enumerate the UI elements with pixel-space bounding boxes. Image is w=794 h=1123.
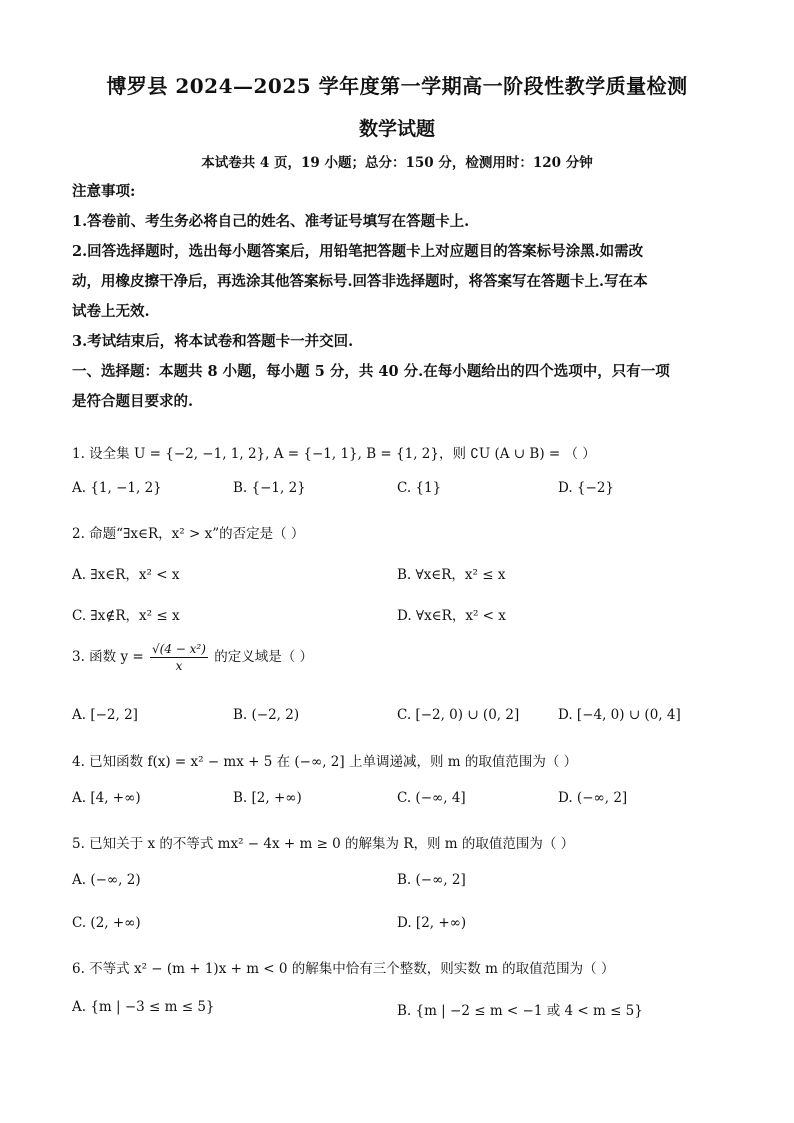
- notice-heading: 注意事项:: [72, 183, 136, 200]
- question-5-stem: 5. 已知关于 x 的不等式 mx² − 4x + m ≥ 0 的解集为 R，则 m 的取值范围为（ ）: [72, 836, 575, 852]
- question-3-option-d: D. [−4, 0) ∪ (0, 4]: [558, 707, 681, 723]
- question-2-option-a: A. ∃x∈R，x² < x: [72, 567, 180, 583]
- question-3-fraction-numerator: √(4 − x²): [152, 642, 206, 656]
- question-3-fraction-denominator: x: [175, 659, 183, 673]
- question-1-option-a: A. {1, −1, 2}: [72, 480, 162, 496]
- question-1-option-b: B. {−1, 2}: [233, 480, 306, 496]
- notice-item-3: 3.考试结束后，将本试卷和答题卡一并交回.: [72, 333, 354, 350]
- question-6-option-b: B. {m | −2 ≤ m < −1 或 4 < m ≤ 5}: [397, 1003, 643, 1019]
- question-4-option-c: C. (−∞, 4]: [397, 790, 466, 806]
- question-6-stem: 6. 不等式 x² − (m + 1)x + m < 0 的解集中恰有三个整数，则实数 m 的取值范围为（ ）: [72, 961, 615, 977]
- notice-item-2-line-1: 2.回答选择题时，选出每小题答案后，用铅笔把答题卡上对应题目的答案标号涂黑.如需改: [72, 243, 644, 260]
- notice-block: [72, 177, 722, 417]
- notice-item-1: 1.答卷前、考生务必将自己的姓名、准考证号填写在答题卡上.: [72, 213, 470, 230]
- question-1-option-d: D. {−2}: [558, 480, 615, 496]
- exam-info: 本试卷共 4 页，19 小题；总分：150 分，检测用时：120 分钟: [201, 155, 593, 171]
- question-4-option-b: B. [2, +∞): [233, 790, 302, 806]
- question-3-option-a: A. [−2, 2]: [72, 707, 138, 723]
- question-3-stem: [72, 642, 313, 673]
- notice-item-2-line-2: 动，用橡皮擦干净后，再选涂其他答案标号.回答非选择题时，将答案写在答题卡上.写在本: [72, 273, 648, 290]
- question-3-stem-suffix: 的定义域是（ ）: [214, 649, 313, 665]
- question-3-fraction: [150, 642, 208, 673]
- question-5-option-a: A. (−∞, 2): [72, 872, 141, 888]
- question-6-option-a: A. {m | −3 ≤ m ≤ 5}: [72, 999, 215, 1015]
- question-1-option-c: C. {1}: [397, 480, 442, 496]
- question-3-stem-prefix: 3. 函数 y =: [72, 649, 144, 665]
- exam-subtitle: 数学试题: [358, 118, 435, 140]
- question-2-option-b: B. ∀x∈R，x² ≤ x: [397, 567, 506, 583]
- exam-title: 博罗县 2024—2025 学年度第一学期高一阶段性教学质量检测: [106, 74, 688, 98]
- question-2-option-c: C. ∃x∉R，x² ≤ x: [72, 608, 180, 624]
- section-heading-line-1: 一、选择题：本题共 8 小题，每小题 5 分，共 40 分.在每小题给出的四个选项中，只有一项: [72, 363, 670, 380]
- question-2-stem: 2. 命题“∃x∈R，x² > x”的否定是（ ）: [72, 526, 305, 542]
- question-3-option-b: B. (−2, 2): [233, 707, 300, 723]
- question-5-option-b: B. (−∞, 2]: [397, 872, 466, 888]
- question-4-option-a: A. [4, +∞): [72, 790, 141, 806]
- question-1-stem: 1. 设全集 U = {−2, −1, 1, 2}, A = {−1, 1}, B = {1, 2}，则 ∁U (A ∪ B) = （ ）: [72, 446, 596, 462]
- question-3-option-c: C. [−2, 0) ∪ (0, 2]: [397, 707, 520, 723]
- section-heading-line-2: 是符合题目要求的.: [72, 393, 194, 410]
- question-5-option-d: D. [2, +∞): [397, 915, 467, 931]
- question-2-option-d: D. ∀x∈R，x² < x: [397, 608, 506, 624]
- notice-item-2-line-3: 试卷上无效.: [72, 303, 150, 320]
- question-4-stem: 4. 已知函数 f(x) = x² − mx + 5 在 (−∞, 2] 上单调递减，则 m 的取值范围为（ ）: [72, 754, 578, 770]
- question-4-option-d: D. (−∞, 2]: [558, 790, 628, 806]
- question-5-option-c: C. (2, +∞): [72, 915, 141, 931]
